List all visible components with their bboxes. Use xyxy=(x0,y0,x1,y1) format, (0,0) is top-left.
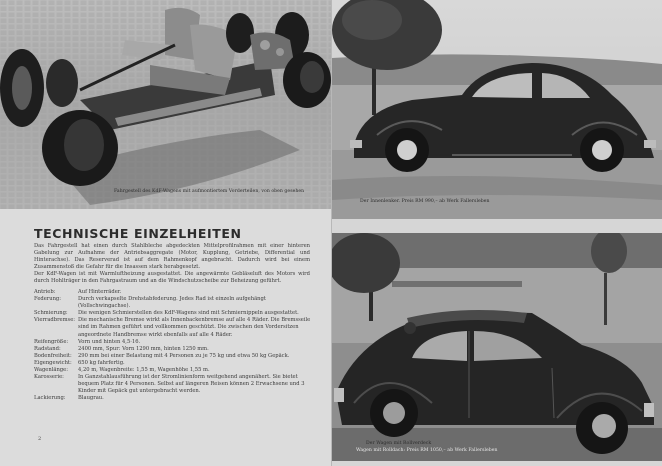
spec-value: 2400 mm, Spur: Vorn 1290 mm, hinten 1250 mm. xyxy=(78,345,209,352)
section-heading: TECHNISCHE EINZELHEITEN xyxy=(34,226,242,241)
spec-value: 650 kg fahrfertig. xyxy=(78,359,125,366)
right-page xyxy=(332,0,662,466)
intro-paragraph-2: Der KdF-Wagen ist mit Warmluftheizung ausgestattet. Die angewärmte Gebläseluft des Motors wird durch Hohlträger in den Fahrgastraum und an die Windschutzscheibe zur Beheizung geführt. xyxy=(34,271,310,285)
spec-value: Blaugrau. xyxy=(78,395,104,402)
page-number: 2 xyxy=(38,436,42,442)
spec-label: Lackierung: xyxy=(34,395,66,402)
sunroof-photo-caption-line-2: Wagen mit Rolldach: Preis RM 1050,– ab Werk Fallersleben xyxy=(356,448,498,453)
spec-label: Radstand: xyxy=(34,345,61,352)
sunroof-car-photo xyxy=(332,233,662,461)
saloon-side-photo xyxy=(332,0,662,219)
spec-row-reifengroesse xyxy=(34,339,314,346)
spec-label: Federung: xyxy=(34,296,62,303)
spec-label: Vierradbremse: xyxy=(34,317,76,324)
intro-paragraph-1: Das Fahrgestell hat einen durch Stahlbleche abgedeckten Mittelprofilrahmen mit einer hinteren Gabelung zur Aufnahme der Antriebsaggregate (Motor, Kupplung, Getriebe, Differential und Hinterachse). Das Reserverad ist auf dem Rahmenkopf angebracht. Dadurch wird bei einem Zusammenstoß die Gefahr für die Insassen stark herabgesetzt. xyxy=(34,243,310,271)
spec-label: Eigengewicht: xyxy=(34,359,72,366)
spec-row-schmierung xyxy=(34,310,314,317)
spec-value: Auf Hinterräder. xyxy=(78,289,122,295)
spec-row-bodenfreiheit xyxy=(34,353,314,360)
spec-value: In Ganzstahlausführung ist der Stromlinienform weitgehend angenähert. Sie bietet bequem Platz für 4 Personen. Selbst auf längeren Reisen können 2 Erwachsene und 3 Kinder mit Gepäck gut untergebracht werden. xyxy=(78,374,305,395)
spec-label: Wagenlänge: xyxy=(34,367,68,374)
sunroof-photo-caption-line-1: Der Wagen mit Rollverdeck xyxy=(366,441,432,446)
spec-row-eigengewicht xyxy=(34,360,314,367)
spec-row-lackierung xyxy=(34,395,314,402)
spec-row-karosserie xyxy=(34,374,314,395)
spec-row-wagenlaenge xyxy=(34,367,314,374)
spec-label: Bodenfreiheit: xyxy=(34,352,72,359)
chassis-photo-caption: Fahrgestell des KdF-Wagens mit aufmontiertem Vorderteilen, von oben gesehen xyxy=(114,189,305,194)
chassis-photo xyxy=(0,0,331,209)
spec-label: Antrieb: xyxy=(34,289,56,295)
spec-label: Reifengröße: xyxy=(34,338,69,345)
spec-row-antrieb xyxy=(34,289,314,296)
spec-label: Schmierung: xyxy=(34,310,68,317)
spec-value: Vorn und hinten 4,5·16. xyxy=(78,338,141,345)
spec-row-federung xyxy=(34,296,314,310)
spec-label: Karosserie: xyxy=(34,374,64,381)
spec-value: 4,20 m, Wagenbreite: 1,55 m, Wagenhöhe 1,55 m. xyxy=(78,367,210,374)
saloon-photo-caption: Der Innenlenker. Preis RM 990,– ab Werk Fallersleben xyxy=(360,199,490,204)
spec-value: 290 mm bei einer Belastung mit 4 Personen zu je 75 kg und etwa 50 kg Gepäck. xyxy=(78,352,290,359)
spec-row-vierradbremse xyxy=(34,317,314,338)
spec-row-radstand xyxy=(34,346,314,353)
intro-text xyxy=(34,243,310,286)
spec-value: Die wenigen Schmierstellen des KdF-Wagens sind mit Schmiernippeln ausgestattet. xyxy=(78,310,299,317)
spec-list xyxy=(34,289,314,403)
spec-value: Durch verkapselte Drehstabfederung. Jedes Rad ist einzeln aufgehängt (Vollschwingachse). xyxy=(78,296,266,310)
spec-value: Die mechanische Bremse wirkt als Innenbackenbremse auf alle 4 Räder. Die Bremsseile sind im Rahmen geführt und vollkommen geschützt. Die zwischen den Vordersitzen angeordnete Handbremse wirkt ebenfalls auf alle 4 Räder. xyxy=(78,317,311,338)
